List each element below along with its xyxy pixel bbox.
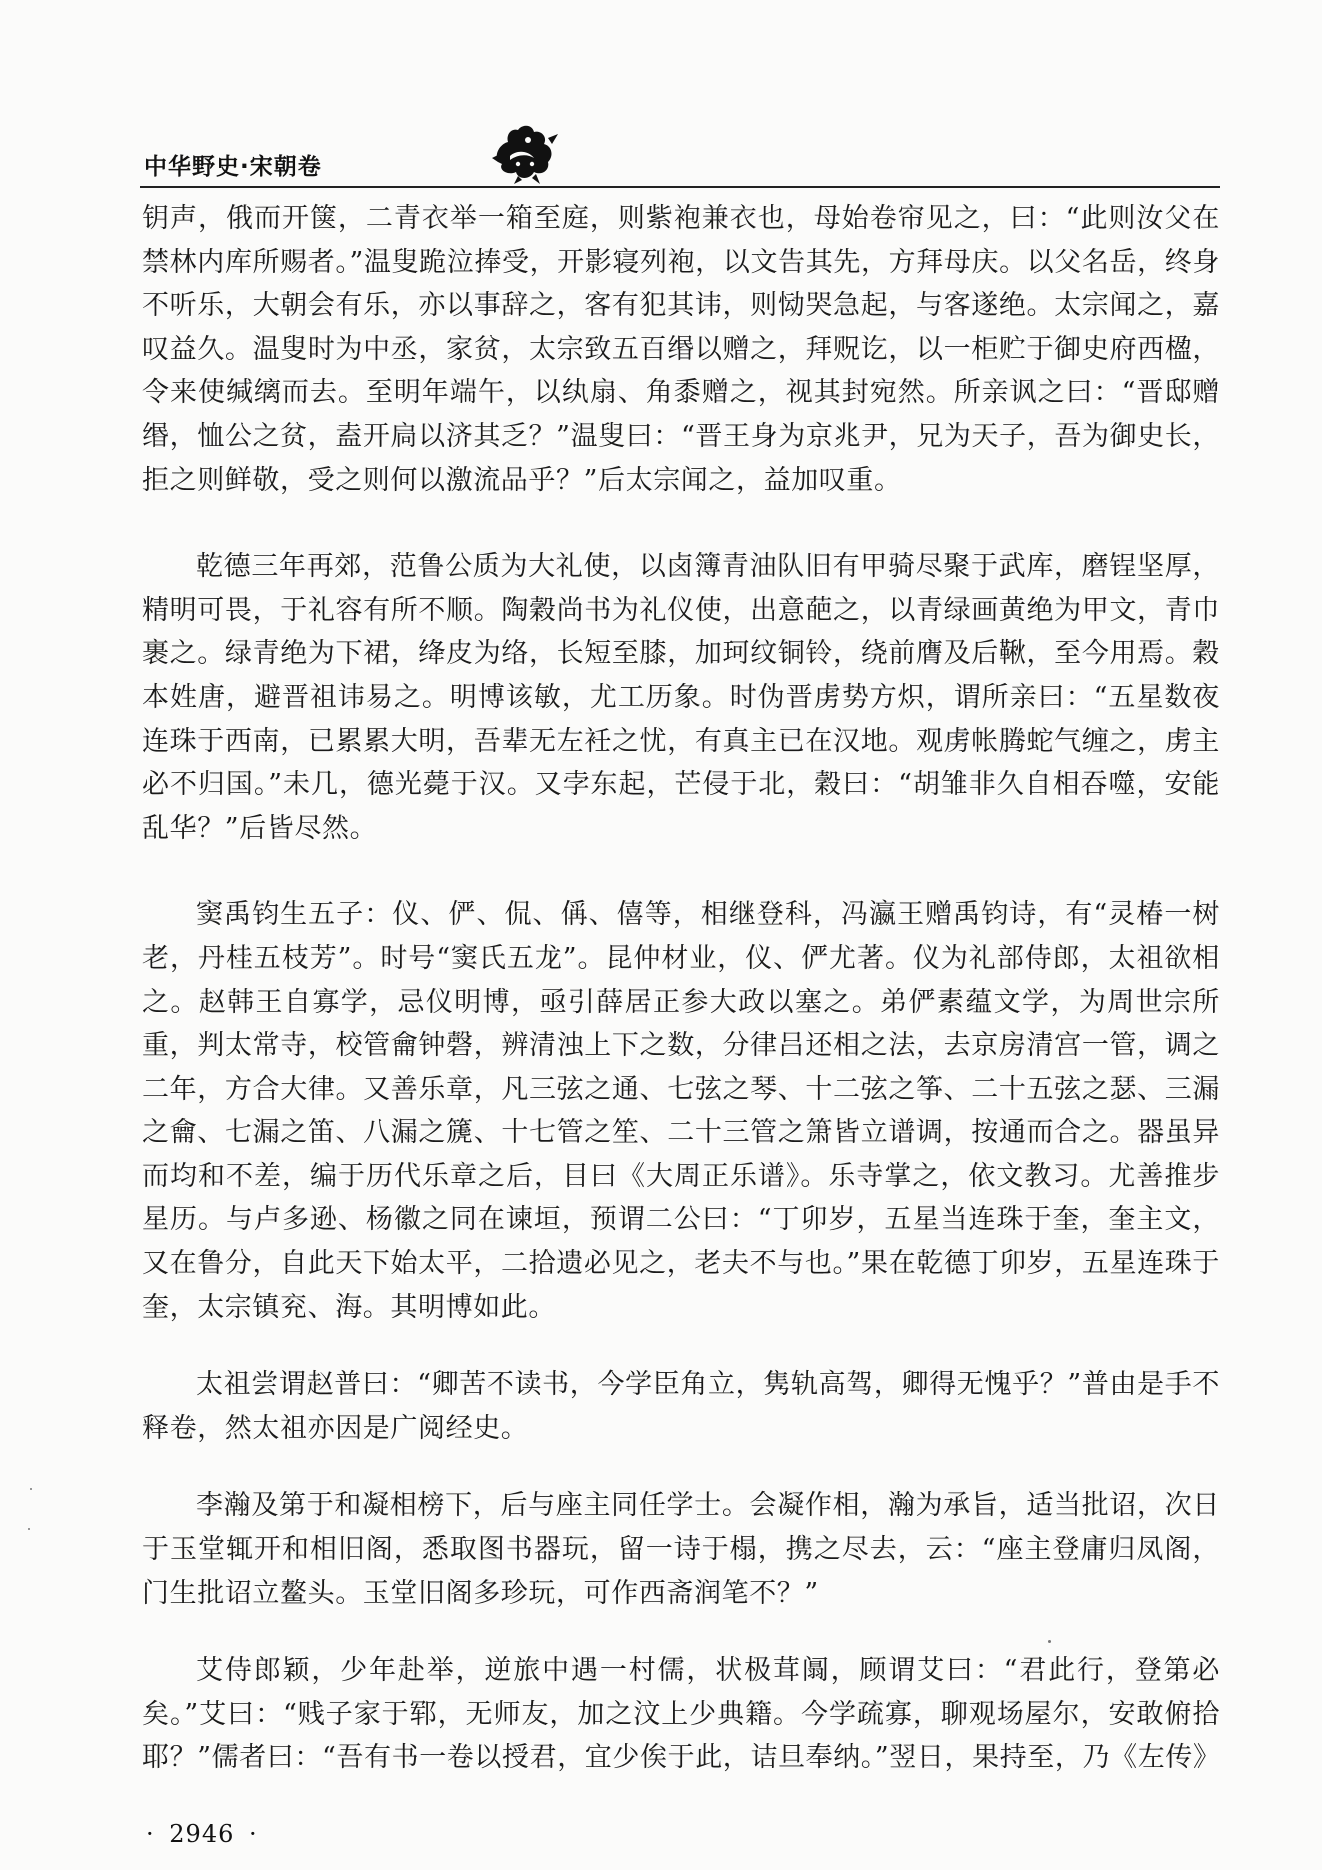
body-text bbox=[142, 197, 1220, 1780]
scan-speck bbox=[28, 1528, 30, 1530]
page-footer bbox=[140, 1820, 264, 1848]
scan-speck bbox=[30, 1488, 32, 1490]
page-number: 2946 bbox=[169, 1820, 235, 1848]
paragraph: 乾德三年再郊，范鲁公质为大礼使，以卤簿青油队旧有甲骑尽聚于武库，磨锃坚厚，精明可畏，于礼容有所不顺。陶穀尚书为礼仪使，出意葩之，以青绿画黄绝为甲文，青巾裹之。绿青绝为下裙，绛皮为络，长短至膝，加珂纹铜铃，绕前膺及后鞦，至今用焉。穀本姓唐，避晋祖讳易之。明博该敏，尤工历象。时伪晋虏势方炽，谓所亲曰：“五星数夜连珠于西南，已累累大明，吾辈无左衽之忧，有真主已在汉地。观虏帐腾蛇气缠之，虏主必不归国。”未几，德光薨于汉。又孛东起，芒侵于北，穀曰：“胡雏非久自相吞噬，安能乱华？”后皆尽然。 bbox=[142, 551, 1220, 844]
paragraph: 李瀚及第于和凝相榜下，后与座主同任学士。会凝作相，瀚为承旨，适当批诏，次日于玉堂辄开和相旧阁，悉取图书器玩，留一诗于榻，携之尽去，云：“座主登庸归凤阁，门生批诏立鳌头。玉堂旧阁多珍玩，可作西斋润笔不？” bbox=[142, 1490, 1220, 1609]
dragon-emblem-icon bbox=[488, 118, 560, 184]
paragraph: 太祖尝谓赵普曰：“卿苦不读书，今学臣角立，隽轨高驾，卿得无愧乎？”普由是手不释卷，然太祖亦因是广阅经史。 bbox=[142, 1369, 1220, 1444]
paragraph: 窦禹钧生五子：仪、俨、侃、偁、僖等，相继登科，冯瀛王赠禹钧诗，有“灵椿一树老，丹桂五枝芳”。时号“窦氏五龙”。昆仲材业，仪、俨尤著。仪为礼部侍郎，太祖欲相之。赵韩王自寡学，忌仪明博，亟引薛居正参大政以塞之。弟俨素蕴文学，为周世宗所重，判太常寺，校管龠钟磬，辨清浊上下之数，分律吕还相之法，去京房清宫一管，调之二年，方合大律。又善乐章，凡三弦之通、七弦之琴、十二弦之筝、二十五弦之瑟、三漏之龠、七漏之笛、八漏之篪、十七管之笙、二十三管之箫皆立谱调，按通而合之。器虽异而均和不差，编于历代乐章之后，目曰《大周正乐谱》。乐寺掌之，依文教习。尤善推步星历。与卢多逊、杨徽之同在谏垣，预谓二公曰：“丁卯岁，五星当连珠于奎，奎主文，又在鲁分，自此天下始太平，二拾遗必见之，老夫不与也。”果在乾德丁卯岁，五星连珠于奎，太宗镇兖、海。其明博如此。 bbox=[142, 899, 1220, 1323]
paragraph: 钥声，俄而开箧，二青衣举一箱至庭，则紫袍兼衣也，母始卷帘见之，曰：“此则汝父在禁林内库所赐者。”温叟跪泣捧受，开影寝列袍，以文告其先，方拜母庆。以父名岳，终身不听乐，大朝会有乐，亦以事辞之，客有犯其讳，则恸哭急起，与客遂绝。太宗闻之，嘉叹益久。温叟时为中丞，家贫，太宗致五百缗以赠之，拜贶讫，以一柜贮于御史府西楹，令来使缄缡而去。至明年端午，以纨扇、角黍赠之，视其封宛然。所亲讽之曰：“晋邸赠缗，恤公之贫，盍开扃以济其乏？”温叟曰：“晋王身为京兆尹，兄为天子，吾为御史长，拒之则鲜敬，受之则何以激流品乎？”后太宗闻之，益加叹重。 bbox=[142, 203, 1220, 496]
footer-dot: · bbox=[249, 1820, 258, 1848]
running-header bbox=[140, 118, 1220, 192]
scan-speck bbox=[1048, 1640, 1051, 1643]
paragraph: 艾侍郎颖，少年赴举，逆旅中遇一村儒，状极茸阘，顾谓艾曰：“君此行，登第必矣。”艾曰：“贱子家于郓，无师友，加之汶上少典籍。今学疏寡，聊观场屋尔，安敢俯拾耶？”儒者曰：“吾有书一卷以授君，宜少俟于此，诘旦奉纳。”翌日，果持至，乃《左传》 bbox=[142, 1655, 1221, 1774]
header-rule bbox=[140, 186, 1220, 188]
header-title: 中华野史·宋朝卷 bbox=[144, 154, 322, 180]
footer-dot: · bbox=[146, 1820, 155, 1848]
